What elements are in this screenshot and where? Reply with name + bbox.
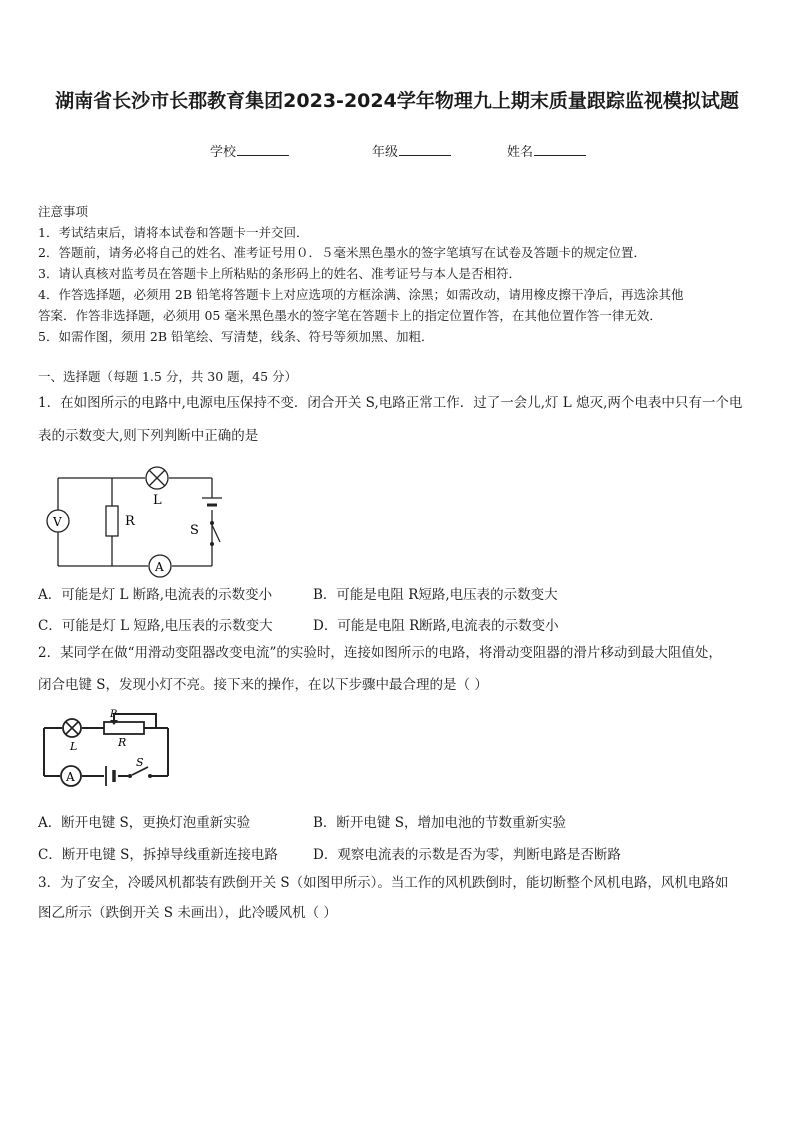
grade-field	[372, 141, 451, 160]
page-title: 湖南省长沙市长郡教育集团2023-2024学年物理九上期末质量跟踪监视模拟试题	[55, 90, 739, 112]
ammeter-label: A	[66, 770, 75, 784]
question-1-option-a[interactable]: A．可能是灯 L 断路,电流表的示数变小	[38, 587, 273, 603]
lamp-label: L	[70, 740, 78, 753]
name-blank	[534, 143, 586, 156]
question-1-circuit-diagram	[40, 462, 230, 580]
grade-label: 年级	[372, 145, 399, 160]
switch-label: S	[136, 756, 144, 769]
question-2-option-c[interactable]: C．断开电键 S，拆掉导线重新连接电路	[38, 847, 278, 863]
question-1-text: 1．在如图所示的电路中,电源电压保持不变．闭合开关 S,电路正常工作．过了一会儿,灯 L 熄灭,两个电表中只有一个电	[38, 395, 743, 411]
notice-item: 1．考试结束后，请将本试卷和答题卡一并交回．	[38, 225, 309, 240]
school-label: 学校	[210, 145, 237, 160]
section-heading: 一、选择题（每题 1.5 分，共 30 题，45 分）	[38, 369, 298, 384]
school-field	[210, 141, 289, 160]
notice-heading: 注意事项	[38, 204, 89, 219]
question-2-circuit-diagram	[40, 708, 175, 788]
notice-item: 4．作答选择题，必须用 2B 铅笔将答题卡上对应选项的方框涂满、涂黑；如需改动，请用橡皮擦干净后，再选涂其他	[38, 287, 684, 302]
question-1-option-b[interactable]: B．可能是电阻 R短路,电压表的示数变大	[313, 587, 558, 603]
question-2-text: 2．某同学在做“用滑动变阻器改变电流”的实验时，连接如图所示的电路，将滑动变阻器的滑片移动到最大阻值处，	[38, 645, 722, 661]
notice-item: 5．如需作图，须用 2B 铅笔绘、写清楚，线条、符号等须加黑、加粗．	[38, 329, 434, 344]
lamp-symbol	[146, 467, 168, 489]
question-2-option-b[interactable]: B．断开电键 S，增加电池的节数重新实验	[313, 815, 566, 831]
name-field	[507, 141, 586, 160]
rheostat-symbol	[104, 722, 144, 734]
question-1-option-c[interactable]: C．可能是灯 L 短路,电压表的示数变大	[38, 618, 273, 634]
name-label: 姓名	[507, 145, 534, 160]
slider-label: P	[110, 709, 117, 720]
question-2-option-d[interactable]: D．观察电流表的示数是否为零，判断电路是否断路	[313, 847, 621, 863]
ammeter-label: A	[155, 560, 164, 574]
question-2-text: 闭合电键 S，发现小灯不亮。接下来的操作，在以下步骤中最合理的是（ ）	[38, 677, 488, 693]
grade-blank	[399, 143, 451, 156]
voltmeter-label: V	[53, 515, 62, 529]
question-1-option-d[interactable]: D．可能是电阻 R断路,电流表的示数变小	[313, 618, 559, 634]
notice-item: 3．请认真核对监考员在答题卡上所粘贴的条形码上的姓名、准考证号与本人是否相符．	[38, 266, 521, 281]
notice-item: 2．答题前，请务必将自己的姓名、准考证号用０．５毫米黑色墨水的签字笔填写在试卷及答题卡的规定位置．	[38, 245, 646, 260]
resistor-label: R	[125, 514, 135, 529]
lamp-label: L	[153, 493, 162, 508]
question-2-option-a[interactable]: A．断开电键 S，更换灯泡重新实验	[38, 815, 251, 831]
notice-item: 答案．作答非选择题，必须用 05 毫米黑色墨水的签字笔在答题卡上的指定位置作答，在其他位置作答一律无效．	[38, 308, 662, 323]
school-blank	[237, 143, 289, 156]
battery-symbol	[202, 498, 222, 505]
lamp-symbol	[63, 719, 81, 737]
rheostat-label: R	[118, 736, 127, 749]
switch-label: S	[190, 523, 199, 538]
battery-symbol	[106, 766, 114, 786]
question-3-text: 图乙所示（跌倒开关 S 未画出），此冷暖风机（ ）	[38, 905, 337, 921]
question-3-text: 3．为了安全，冷暖风机都装有跌倒开关 S（如图甲所示）。当工作的风机跌倒时，能切断整个风机电路，风机电路如	[38, 875, 729, 891]
question-1-text: 表的示数变大,则下列判断中正确的是	[38, 428, 259, 444]
resistor-symbol	[106, 506, 118, 536]
